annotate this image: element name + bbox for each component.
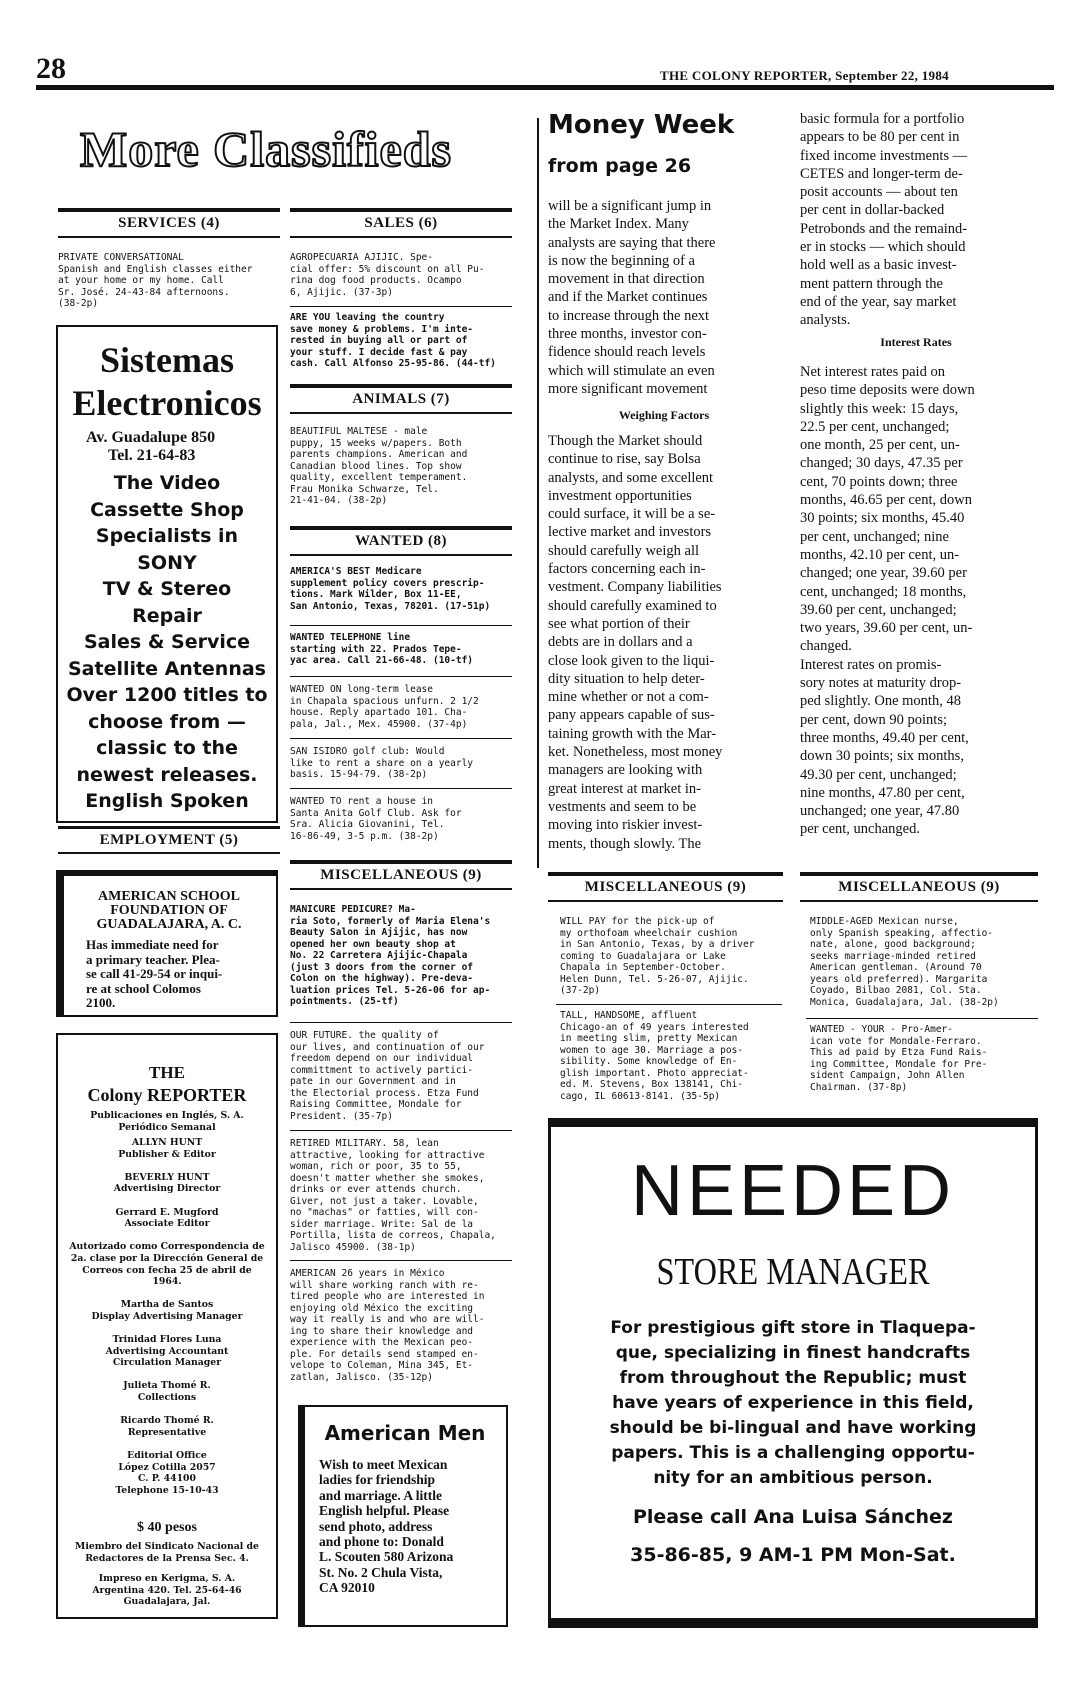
ad-wanted-1: AMERICA'S BEST Medicare supplement policy covers prescrip- tions. Mark Wilder, Box 11-EE, San Antonio, Texas, 78201. (17-51p): [290, 566, 491, 612]
ad-misc-7: MIDDLE-AGED Mexican nurse, only Spanish speaking, affectio- nate, alone, good background; seeks marriage-minded retired American gentleman. (Around 70 years old preferred). Margarita Coyado, Bilbao 2081, Col. Sta. Monica, Guadalajara, Jal. (38-2p): [810, 916, 999, 1008]
rule: [548, 1618, 1038, 1628]
rule: [1035, 1118, 1038, 1628]
ad-misc-5: WILL PAY for the pick-up of my orthofoam wheelchair cushion in San Antonio, Texas, by a driver coming to Guadalajara or Lake Chapala in September-October. Helen Dunn, Tel. 5-26-07, Ajijic. (37-2p): [560, 916, 755, 996]
money-week-head-1: Weighing Factors: [618, 408, 710, 422]
staff-tagline: Publicaciones en Inglés, S. A. Periódico Semanal: [90, 1110, 244, 1133]
rule: [290, 412, 512, 414]
money-week-head-2: Interest Rates: [880, 335, 952, 349]
school-body: Has immediate need for a primary teacher. Plea- se call 41-29-54 or inqui- re at school Colomos 2100.: [86, 937, 223, 1010]
section-header-misc-mid: MISCELLANEOUS (9): [584, 879, 747, 895]
staff-member: Miembro del Sindicato Nacional de Redactores de la Prensa Sec. 4.: [75, 1541, 259, 1564]
ad-services-1: PRIVATE CONVERSATIONAL Spanish and English classes either at your home or my home. Call Sr. José. 24-43-84 afternoons. (38-2p): [58, 252, 253, 309]
staff-printer: Impreso en Kerigma, S. A. Argentina 420. Tel. 25-64-46 Guadalajara, Jal.: [92, 1573, 242, 1608]
rule: [290, 526, 512, 530]
money-week-para-2: Though the Market should continue to rise, say Bolsa analysts, and some excellent investment opportunities could surface, it will be a se- lective market and investors should carefully weigh all factors concerning each in- vestment. Company liabilities should carefully examined to see what portion of their debts are in dollars and a close look given to the liqui- dity situation to help deter- mine whether or not a com- pany appears capable of sus- taining growth with the Mar- ket. Nonetheless, most money managers are looking with great interest at market in- vestments and seem to be moving into riskier invest- ments, though slowly. The: [548, 433, 723, 852]
ad-misc-2: OUR FUTURE. the quality of our lives, and continuation of our freedom depend on our individual committment to actively partici- pate in our Government and in the Electorial process. Etza Fund Raising Committee, Mondale for President. (35-7p): [290, 1030, 485, 1122]
rule: [290, 208, 512, 212]
rule: [58, 236, 280, 238]
rule: [290, 1260, 512, 1261]
ad-wanted-2: WANTED TELEPHONE line starting with 22. Prados Tepe- yac area. Call 21-66-48. (10-tf): [290, 632, 474, 666]
ad-misc-6: TALL, HANDSOME, affluent Chicago-an of 49 years interested in meeting slim, pretty Mexican women to age 30. Marriage a pos- sibility. Some knowledge of En- glish important. Photo appreciat- ed. M. Stevens, Box 138141, Chi- cago, IL 60613-8141. (35-5p): [560, 1010, 749, 1102]
sistemas-address: Av. Guadalupe 850: [86, 429, 216, 446]
page-number: 28: [36, 52, 66, 85]
ad-sales-1: AGROPECUARIA AJIJIC. Spe- cial offer: 5% discount on all Pu- rina dog food products. Ocampo 6, Ajijic. (37-3p): [290, 252, 485, 298]
money-week-para-1: will be a significant jump in the Market Index. Many analysts are saying that there is now the beginning of a movement in that direction and if the Market continues to increase through the next three months, investor con- fidence should reach levels which will stimulate an even more significant movement: [548, 198, 716, 397]
rule: [290, 554, 512, 556]
ad-misc-3: RETIRED MILITARY. 58, lean attractive, looking for attractive woman, rich or poor, 35 to 55, doesn't matter whether she smokes, drinks or ever attends church. Giver, not just a taker. Lovable, no "machas" or fatties, will con- sider marriage. Write: Sal de la Portilla, lista de correos, Chapala, Jalisco 45900. (38-1p): [290, 1138, 496, 1253]
section-header-employment: EMPLOYMENT (5): [99, 832, 239, 848]
main-title: More Classifieds: [80, 121, 452, 177]
rule: [290, 1130, 512, 1131]
rule: [58, 826, 280, 829]
ad-misc-8: WANTED - YOUR - Pro-Amer- ican vote for Mondale-Ferraro. This ad paid by Etza Fund Rais- ing Committee, Mondale for Pre- sident Campaign, John Allen Chairman. (37-8p): [810, 1024, 988, 1093]
rule: [290, 625, 512, 626]
rule: [800, 900, 1038, 902]
running-head: THE COLONY REPORTER, September 22, 1984: [660, 68, 949, 83]
rule: [800, 872, 1038, 876]
rule: [290, 738, 512, 739]
rule: [290, 676, 512, 677]
sistemas-tel: Tel. 21-64-83: [108, 447, 196, 464]
section-header-misc-right: MISCELLANEOUS (9): [838, 879, 1000, 895]
rule: [548, 900, 783, 902]
money-week-para-4: Net interest rates paid on peso time deposits were down slightly this week: 15 days, 22.5 per cent, unchanged; one month, 25 per cent, un- changed; 30 days, 47.35 per cent, 70 points down; three months, 46.65 per cent, down 30 points; six months, 45.40 per cent, unchanged; nine months, 42.10 per cent, un- changed; one year, 39.60 per cent, unchanged; 18 months, 39.60 per cent, unchanged; two years, 39.60 per cent, un- changed. Interest rates on promis- sory notes at maturity drop- ped slightly. One month, 48 per cent, down 90 points; three months, 49.40 per cent, down 30 points; six months, 49.30 per cent, unchanged; nine months, 47.80 per cent, unchanged; one year, 47.80 per cent, unchanged.: [800, 364, 975, 838]
section-header-sales: SALES (6): [364, 215, 438, 231]
rule: [290, 236, 512, 238]
american-men-body: Wish to meet Mexican ladies for friendship and marriage. A little English helpful. Please send photo, address and phone to: Donald L. Scouten 580 Arizona St. No. 2 Chula Vista, CA 92010: [319, 1457, 454, 1596]
money-week-title: Money Week: [548, 110, 735, 140]
needed-body: For prestigious gift store in Tlaquepa- que, specializing in finest handcrafts from throughout the Republic; must have years of experience in this field, should be bi-lingual and have working papers. This is a challenging opportu- nity for an ambitious person.: [609, 1318, 977, 1488]
school-ad: [56, 870, 278, 1017]
needed-subtitle: STORE MANAGER: [656, 1251, 930, 1293]
rule: [290, 384, 512, 388]
section-header-animals: ANIMALS (7): [352, 391, 450, 407]
rule: [806, 1018, 1038, 1019]
section-header-misc-left: MISCELLANEOUS (9): [320, 867, 482, 883]
staff-list: ALLYN HUNT Publisher & Editor BEVERLY HUNT Advertising Director Gerrard E. Mugford Associate Editor Autorizado como Correspondencia de 2a. clase por la Dirección General de Correos con fecha 25 de abril de 1964. Martha de Santos Display Advertising Manager Trinidad Flores Luna Advertising Accountant Circulation Manager Julieta Thomé R. Collections Ricardo Thomé R. Representative Editorial Office López Cotilla 2057 C. P. 44100 Telephone 15-10-43: [69, 1137, 265, 1496]
sistemas-ad: [56, 325, 278, 823]
needed-title: NEEDED: [630, 1151, 956, 1231]
rule: [548, 1118, 1038, 1127]
ad-misc-1: MANICURE PEDICURE? Ma- ria Soto, formerly of Maria Elena's Beauty Salon in Ajijic, has now opened her own beauty shop at No. 22 Carretera Ajijic-Chapala (just 3 doors from the corner of Colon on the highway). Pre-deva- luation prices Tel. 5-26-06 for ap- pointments. (25-tf): [290, 904, 491, 1007]
ad-wanted-3: WANTED ON long-term lease in Chapala spacious unfurn. 2 1/2 house. Reply apartado 101. Cha- pala, Jal., Mex. 45900. (37-4p): [290, 684, 479, 730]
money-week-para-3: basic formula for a portfolio appears to be 80 per cent in fixed income investments — CETES and longer-term de- posit accounts — about ten per cent in dollar-backed Petrobonds and the remaind- er in stocks — which should hold well as a basic invest- ment pattern through the end of the year, say market analysts.: [800, 111, 968, 329]
needed-phone: 35-86-85, 9 AM-1 PM Mon-Sat.: [630, 1544, 956, 1566]
masthead-rule: [36, 85, 1054, 90]
ad-animals-1: BEAUTIFUL MALTESE - male puppy, 15 weeks w/papers. Both parents champions. American and Canadian blood lines. Top show quality, excellent temperament. Frau Monika Schwarze, Tel. 21-41-04. (38-2p): [290, 426, 468, 506]
ad-wanted-5: WANTED TO rent a house in Santa Anita Golf Club. Ask for Sra. Alicia Giovanini, Tel. 16-86-49, 3-5 p.m. (38-2p): [290, 796, 462, 842]
rule: [556, 1004, 782, 1005]
rule: [290, 306, 512, 307]
rule: [290, 788, 512, 789]
staff-the: THE: [149, 1063, 185, 1082]
american-men-ad: [298, 1405, 508, 1627]
section-header-services: SERVICES (4): [118, 215, 220, 231]
sistemas-title-1: Sistemas: [100, 340, 234, 380]
rule: [58, 208, 280, 212]
sistemas-body: The Video Cassette Shop Specialists in SONY TV & Stereo Repair Sales & Service Satellite Antennas Over 1200 titles to choose from — classic to the newest releases. English Spoken: [66, 472, 268, 812]
rule: [548, 872, 783, 876]
sistemas-title-2: Electronicos: [72, 383, 262, 423]
rule: [58, 852, 280, 854]
staff-name: Colony REPORTER: [87, 1085, 247, 1105]
section-header-wanted: WANTED (8): [354, 533, 448, 549]
ad-wanted-4: SAN ISIDRO golf club: Would like to rent a share on a yearly basis. 15-94-79. (38-2p): [290, 746, 474, 780]
money-week-subtitle: from page 26: [548, 155, 692, 177]
ad-sales-2: ARE YOU leaving the country save money & problems. I'm inte- rested in buying all or part of your stuff. I decide fast & pay cash. Call Alfonso 25-95-86. (44-tf): [290, 312, 496, 369]
needed-contact: Please call Ana Luisa Sánchez: [632, 1506, 953, 1528]
american-men-title: American Men: [324, 1421, 486, 1445]
ad-misc-4: AMERICAN 26 years in México will share working ranch with re- tired people who are interested in enjoying old México the exciting way it really is and who are will- ing to share their knowledge and experience with the Mexican peo- ple. For details send stamped en- velope to Coleman, Mina 345, Et- zatlan, Jalisco. (35-12p): [290, 1268, 485, 1383]
rule: [537, 118, 539, 868]
rule: [290, 1022, 512, 1023]
rule: [290, 860, 512, 864]
staff-box: [56, 1033, 278, 1619]
rule: [290, 888, 512, 890]
school-name: AMERICAN SCHOOL FOUNDATION OF GUADALAJARA, A. C.: [96, 889, 242, 932]
staff-price: $ 40 pesos: [137, 1520, 197, 1535]
